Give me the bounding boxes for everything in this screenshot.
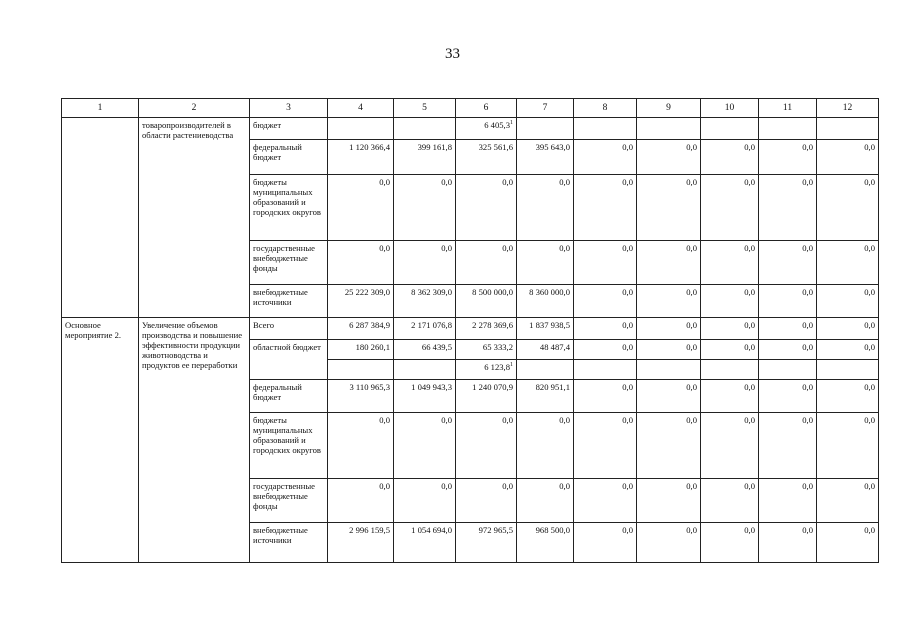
row-label: областной бюджет [250,340,328,380]
header-row [62,99,879,118]
budget-col6: 6 405,3$^1$ [456,118,517,140]
value-cell: 0,0 [701,140,759,175]
value-cell: 0,0 [574,413,637,479]
header-cell: 2 [139,99,250,118]
value-cell: 0,0 [517,175,574,241]
value-cell: 325 561,6 [456,140,517,175]
row-label: бюджеты муниципальных образований и городских округов [250,413,328,479]
value-cell: 0,0 [701,413,759,479]
row-label: федеральный бюджет [250,380,328,413]
value-cell: 399 161,8 [394,140,456,175]
main-event-label: Основное мероприятие 2. [62,318,139,563]
value-cell: 0,0 [517,413,574,479]
value-cell: 0,0 [759,140,817,175]
value-cell: 8 360 000,0 [517,285,574,318]
value-cell: 0,0 [637,175,701,241]
value-cell: 1 049 943,3 [394,380,456,413]
header-cell: 5 [394,99,456,118]
row-label: федеральный бюджет [250,140,328,175]
row-label: бюджет [250,118,328,140]
value-cell: 6 287 384,9 [328,318,394,340]
row-label: внебюджетные источники [250,285,328,318]
value-cell: 1 240 070,9 [456,380,517,413]
value-cell: 0,0 [328,241,394,285]
page-number: 33 [445,46,460,62]
value-cell: 0,0 [817,340,879,360]
value-cell: 0,0 [817,523,879,563]
value-cell: 0,0 [817,413,879,479]
row-label: государственные внебюджетные фонды [250,479,328,523]
oblast-extra-col6: 6 123,8$^1$ [456,360,517,380]
value-cell: 0,0 [701,241,759,285]
value-cell: 65 333,2 [456,340,517,360]
value-cell: 0,0 [637,241,701,285]
section1-description: товаропроизводителей в области растениеводства [139,118,250,318]
value-cell: 1 120 366,4 [328,140,394,175]
value-cell: 0,0 [759,285,817,318]
value-cell: 48 487,4 [517,340,574,360]
value-cell: 0,0 [574,140,637,175]
value-cell: 0,0 [759,175,817,241]
row-label: внебюджетные источники [250,523,328,563]
value-cell: 0,0 [759,380,817,413]
value-cell: 0,0 [701,479,759,523]
value-cell: 820 951,1 [517,380,574,413]
value-cell: 395 643,0 [517,140,574,175]
value-cell: 0,0 [328,175,394,241]
header-cell: 3 [250,99,328,118]
value-cell: 0,0 [637,413,701,479]
row-label: бюджеты муниципальных образований и городских округов [250,175,328,241]
value-cell: 0,0 [394,241,456,285]
section2-description: Увеличение объемов производства и повышение эффективности продукции животноводства и продуктов ее переработки [139,318,250,563]
value-cell: 25 222 309,0 [328,285,394,318]
value-cell: 0,0 [817,318,879,340]
value-cell: 0,0 [574,380,637,413]
header-cell: 9 [637,99,701,118]
value-cell: 0,0 [637,340,701,360]
value-cell: 0,0 [394,175,456,241]
value-cell: 0,0 [574,523,637,563]
value-cell: 0,0 [817,175,879,241]
value-cell: 0,0 [759,413,817,479]
value-cell: 0,0 [456,175,517,241]
value-cell: 1 837 938,5 [517,318,574,340]
value-cell: 8 500 000,0 [456,285,517,318]
table-row [62,318,879,340]
value-cell: 1 054 694,0 [394,523,456,563]
value-cell: 0,0 [456,241,517,285]
value-cell: 0,0 [574,285,637,318]
header-cell: 8 [574,99,637,118]
value-cell: 0,0 [394,479,456,523]
value-cell: 3 110 965,3 [328,380,394,413]
header-cell: 11 [759,99,817,118]
value-cell: 0,0 [701,523,759,563]
value-cell: 0,0 [637,479,701,523]
value-cell: 0,0 [701,285,759,318]
value-cell: 0,0 [701,380,759,413]
value-cell: 0,0 [517,479,574,523]
value-cell: 0,0 [817,140,879,175]
value-cell: 972 965,5 [456,523,517,563]
value-cell: 0,0 [701,340,759,360]
value-cell: 0,0 [817,285,879,318]
value-cell: 0,0 [759,318,817,340]
value-cell: 0,0 [759,241,817,285]
row-label: государственные внебюджетные фонды [250,241,328,285]
value-cell: 0,0 [701,175,759,241]
value-cell: 8 362 309,0 [394,285,456,318]
value-cell: 0,0 [517,241,574,285]
value-cell: 0,0 [574,479,637,523]
value-cell: 0,0 [637,318,701,340]
value-cell: 0,0 [456,413,517,479]
budget-table [61,98,879,563]
value-cell: 2 996 159,5 [328,523,394,563]
value-cell: 0,0 [817,479,879,523]
value-cell: 0,0 [574,241,637,285]
value-cell: 0,0 [701,318,759,340]
header-cell: 1 [62,99,139,118]
value-cell: 0,0 [328,413,394,479]
section1-col1 [62,118,139,318]
value-cell: 0,0 [574,318,637,340]
value-cell: 0,0 [759,523,817,563]
header-cell: 6 [456,99,517,118]
value-cell: 0,0 [456,479,517,523]
value-cell: 0,0 [817,380,879,413]
value-cell: 0,0 [637,380,701,413]
value-cell: 0,0 [637,523,701,563]
value-cell: 0,0 [394,413,456,479]
table-row [62,118,879,140]
value-cell: 0,0 [574,175,637,241]
value-cell: 180 260,1 [328,340,394,360]
value-cell: 0,0 [637,140,701,175]
value-cell: 66 439,5 [394,340,456,360]
value-cell: 0,0 [759,479,817,523]
value-cell: 0,0 [574,340,637,360]
header-cell: 4 [328,99,394,118]
value-cell: 0,0 [759,340,817,360]
value-cell: 2 278 369,6 [456,318,517,340]
value-cell: 0,0 [817,241,879,285]
row-label: Всего [250,318,328,340]
header-cell: 10 [701,99,759,118]
value-cell: 0,0 [637,285,701,318]
header-cell: 12 [817,99,879,118]
value-cell: 2 171 076,8 [394,318,456,340]
value-cell: 0,0 [328,479,394,523]
header-cell: 7 [517,99,574,118]
value-cell: 968 500,0 [517,523,574,563]
